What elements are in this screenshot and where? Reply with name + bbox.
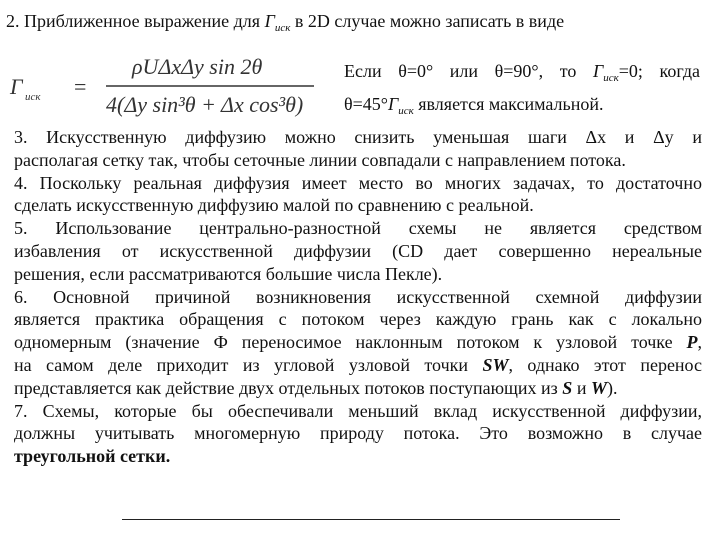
intro-prefix: 2. Приближенное выражение для [6,11,261,31]
gamma-symbol: Γ [264,11,275,31]
intro-line [6,11,564,34]
item-5-line-3: решения, если рассматриваются большие числа Пекле). [14,263,443,284]
bottom-rule [122,519,620,520]
intro-suffix: в 2D случае можно записать в виде [294,11,565,31]
formula-denominator: 4(Δy sin³θ + Δx cos³θ) [106,92,304,117]
item-6-line-2: является практика обращения с потоком через каждую грань как с локально [14,309,702,330]
item-7-line-3: треугольной сетки. [14,446,171,467]
note-line-1: Если θ=0° или θ=90°, то $\Gamma_{иск}=0$; когда [344,61,701,84]
item-4-line-2: сделать искусственную диффузию малой по сравнению с реальной. [14,195,534,216]
formula-numerator: ρUΔxΔy sin 2θ [132,54,263,79]
item-3-line-2: располагая сетку так, чтобы сеточные линии совпадали с направлением потока. [14,149,626,170]
item-5-line-1: 5. Использование центрально-разностной схемы не является средством [14,218,702,239]
items-list [14,126,702,468]
formula-lhs-subscript: иск [25,91,41,103]
formula [8,50,328,122]
item-4-line-1: 4. Поскольку реальная диффузия имеет место во многих задачах, то достаточно [14,172,702,193]
theta-note [344,58,700,124]
item-3-line-1: 3. Искусственную диффузию можно снизить уменьшая шаги Δx и Δy и [14,127,702,147]
item-6-line-3: одномерным (значение Ф переносимое наклонным потоком к узловой точке P, [14,332,702,353]
item-6-line-4: на самом деле приходит из угловой узловой точки SW, однако этот перенос [14,354,702,375]
item-5-line-2: избавления от искусственной диффузии (CD дает совершенно нереальные [14,240,702,261]
item-6-line-5: представляется как действие двух отдельных потоков поступающих из S и W). [14,377,618,398]
item-7-line-1: 7. Схемы, которые бы обеспечивали меньший вклад искусственной диффузии, [14,400,702,421]
item-7-line-2: должны учитывать многомерную природу потока. Это возможно в случае [14,423,702,444]
formula-equals: = [74,74,87,99]
note-line-2: $\theta=45^\circ\Gamma_{иск}$ является максимальной. [344,94,604,117]
gamma-subscript: иск [274,22,291,34]
formula-lhs-symbol: Γ [10,74,23,99]
item-6-line-1: 6. Основной причиной возникновения искусственной схемной диффузии [14,286,702,307]
